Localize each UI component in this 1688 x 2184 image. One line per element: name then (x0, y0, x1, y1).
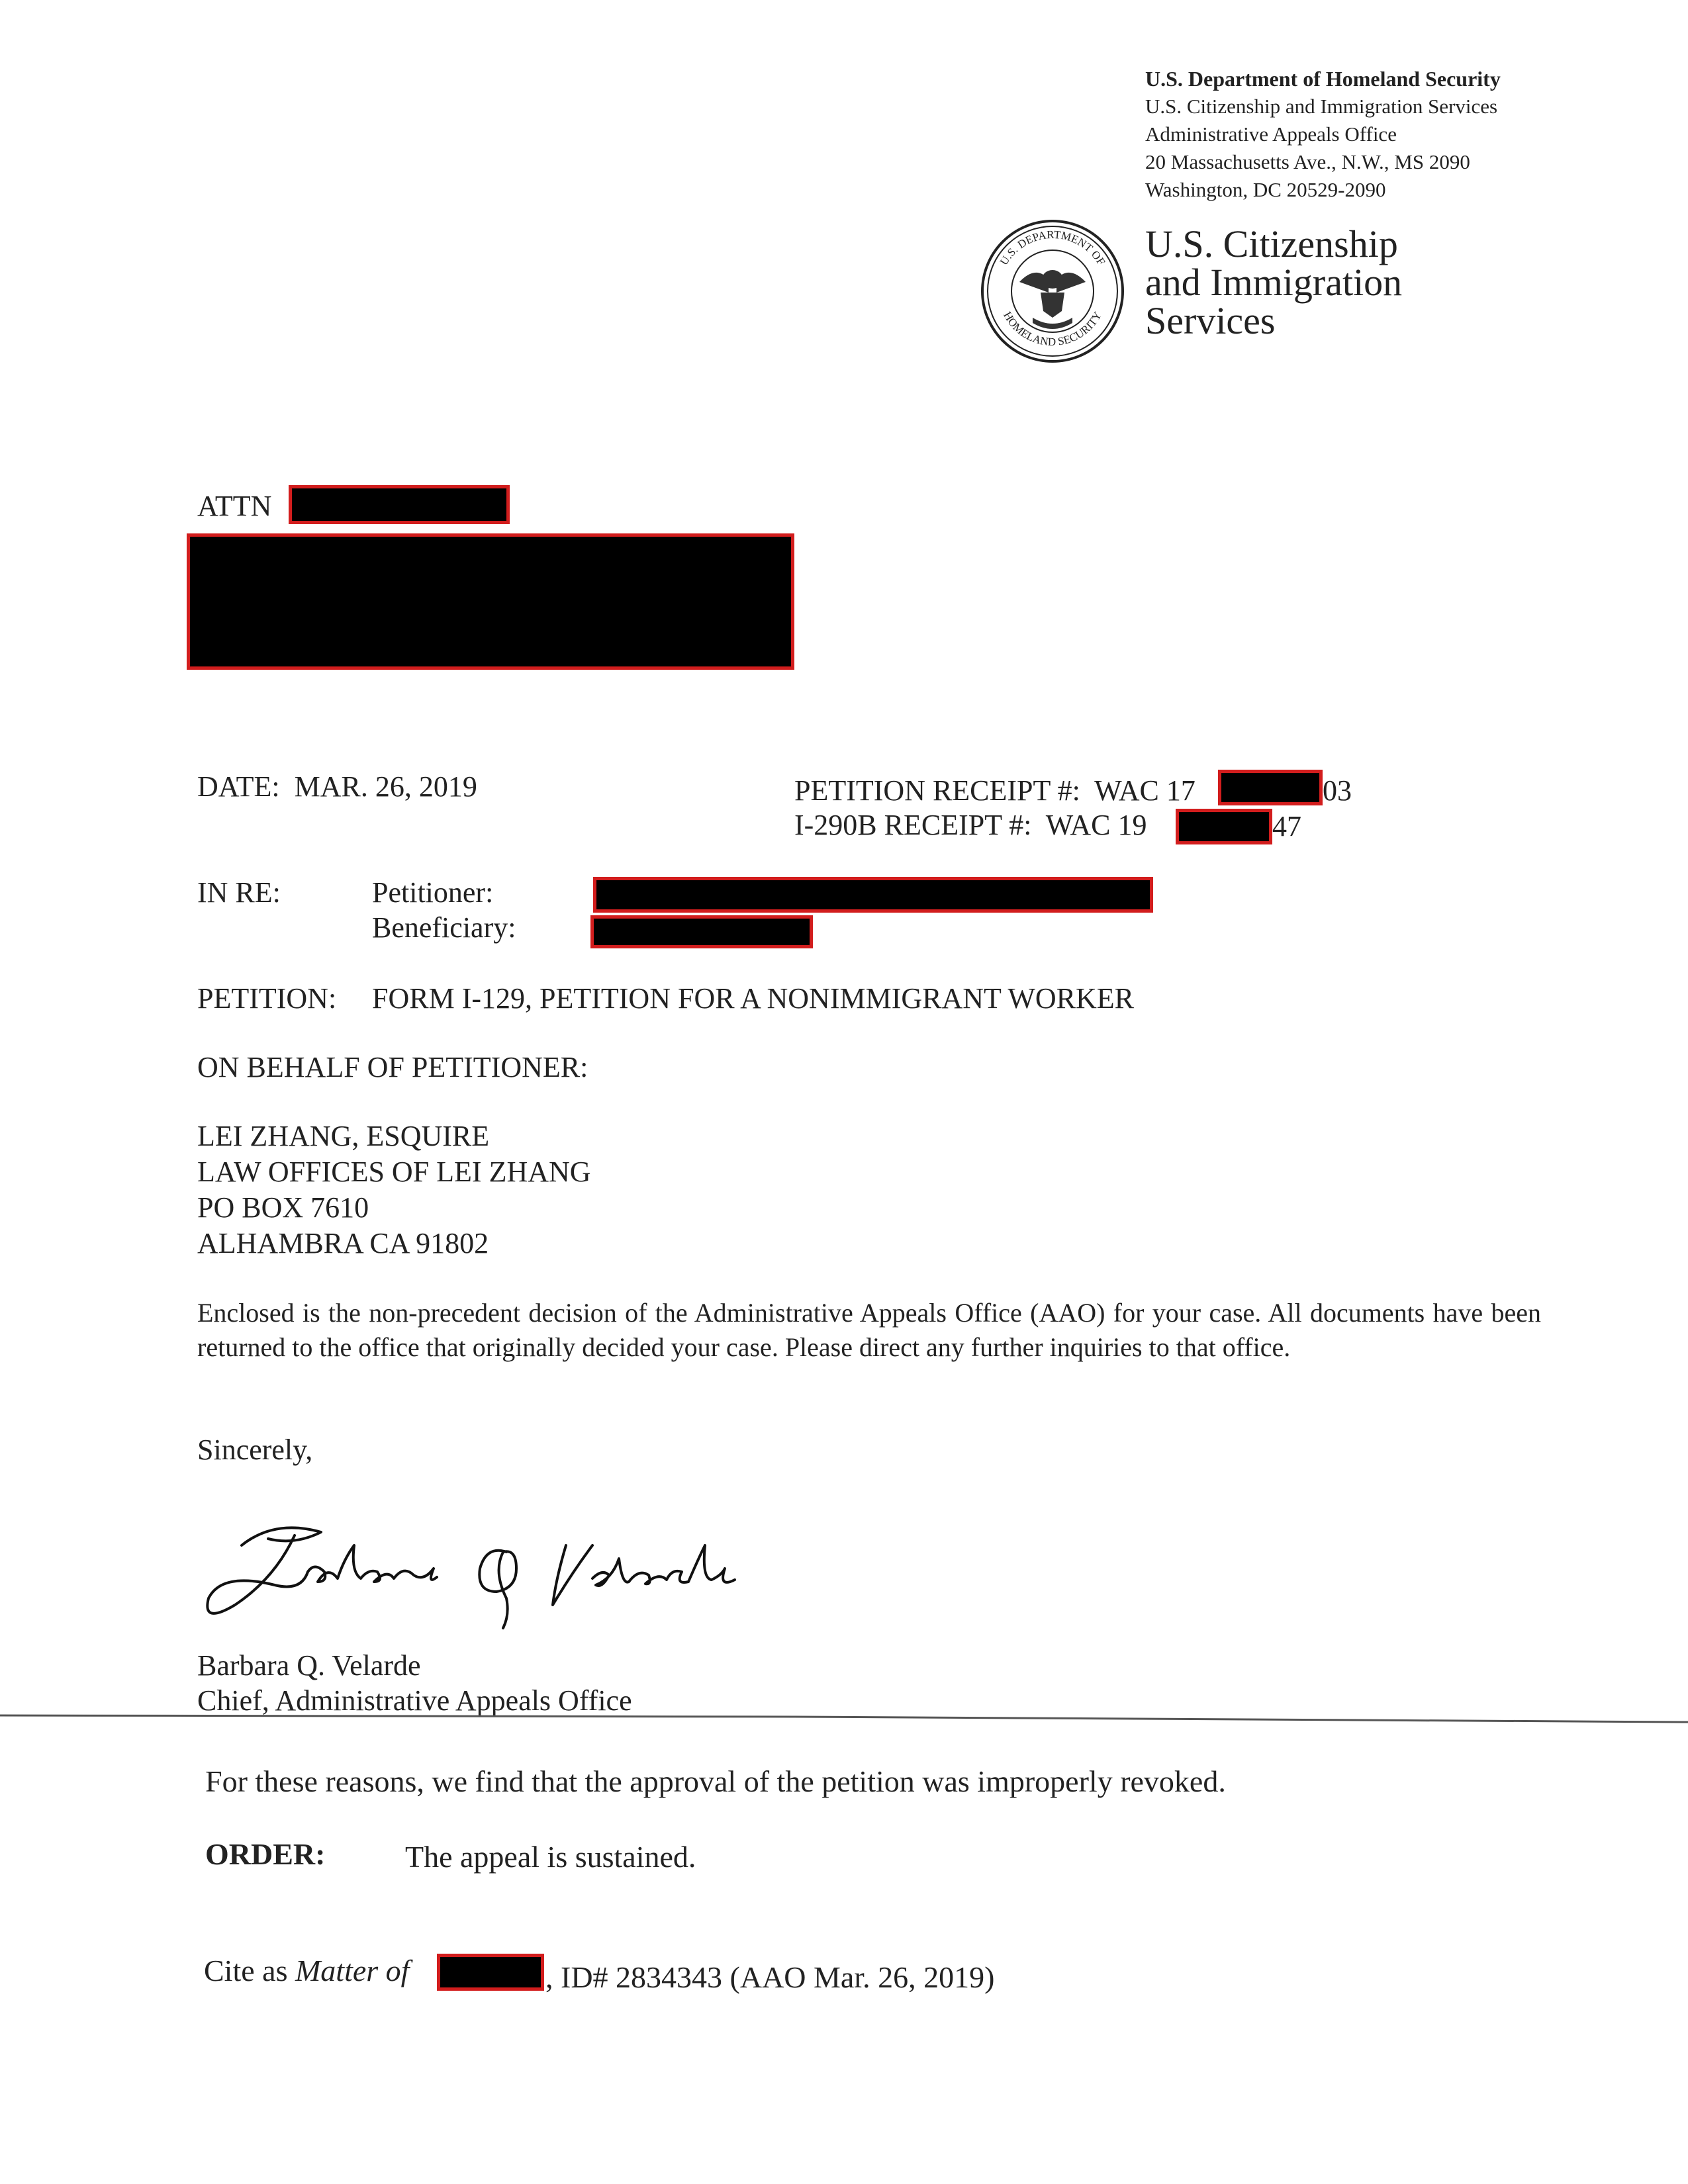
city-address: Washington, DC 20529-2090 (1145, 178, 1386, 201)
redaction-recipient-address (187, 533, 794, 670)
signatory-name: Barbara Q. Velarde (197, 1649, 421, 1682)
date-value: MAR. 26, 2019 (294, 770, 477, 803)
order-text: The appeal is sustained. (405, 1840, 696, 1874)
attorney-po-box: PO BOX 7610 (197, 1191, 369, 1224)
office-name: Administrative Appeals Office (1145, 122, 1397, 146)
closing: Sincerely, (197, 1433, 313, 1466)
wordmark-line-3: Services (1145, 299, 1276, 342)
i290b-receipt-suffix: 47 (1272, 810, 1301, 842)
redaction-i290b-receipt (1176, 809, 1272, 844)
citation-prefix (204, 1952, 409, 1989)
petition-form: FORM I-129, PETITION FOR A NONIMMIGRANT WORKER (372, 982, 1134, 1015)
department-name: U.S. Department of Homeland Security (1145, 67, 1501, 91)
attorney-city: ALHAMBRA CA 91802 (197, 1227, 489, 1259)
decision-reasons: For these reasons, we find that the approval of the petition was improperly revoked. (205, 1764, 1226, 1798)
cite-matter: Matter of (295, 1954, 410, 1987)
date-label: DATE: (197, 770, 280, 803)
redaction-petition-receipt (1218, 770, 1323, 805)
signatory-title: Chief, Administrative Appeals Office (197, 1684, 632, 1717)
redaction-matter-name (437, 1954, 544, 1991)
attorney-block (197, 1118, 591, 1261)
petition-label: PETITION: (197, 982, 337, 1015)
redaction-beneficiary (590, 915, 813, 948)
petition-receipt-suffix: 03 (1323, 774, 1352, 807)
order-label: ORDER: (205, 1837, 326, 1871)
redaction-attn-name (289, 485, 510, 524)
petition-receipt-prefix: WAC 17 (1094, 774, 1196, 807)
wordmark-line-2: and Immigration (1145, 261, 1403, 304)
handwritten-signature (195, 1506, 778, 1638)
redaction-petitioner (593, 877, 1153, 913)
agency-address-block (1145, 65, 1501, 204)
wordmark-line-1: U.S. Citizenship (1145, 222, 1398, 265)
beneficiary-label: Beneficiary: (372, 911, 516, 944)
page-fold-line (0, 1713, 1688, 1723)
attorney-name: LEI ZHANG, ESQUIRE (197, 1120, 490, 1152)
i290b-receipt-line (794, 807, 1147, 843)
attn-label: ATTN (197, 490, 272, 522)
i290b-receipt-prefix: WAC 19 (1045, 809, 1147, 841)
cite-as: Cite as (204, 1954, 288, 1987)
citation-suffix: , ID# 2834343 (AAO Mar. 26, 2019) (545, 1960, 995, 1994)
petition-receipt-line (794, 773, 1196, 809)
agency-name: U.S. Citizenship and Immigration Services (1145, 95, 1498, 118)
on-behalf-label: ON BEHALF OF PETITIONER: (197, 1051, 588, 1083)
petition-receipt-label: PETITION RECEIPT #: (794, 774, 1080, 807)
in-re-label: IN RE: (197, 876, 281, 909)
svg-text:U.S. DEPARTMENT OF: U.S. DEPARTMENT OF (997, 228, 1108, 268)
dhs-seal-icon (980, 218, 1125, 364)
date-line (197, 769, 477, 805)
uscis-wordmark (1145, 222, 1403, 342)
petitioner-label: Petitioner: (372, 876, 494, 909)
attorney-firm: LAW OFFICES OF LEI ZHANG (197, 1156, 591, 1188)
body-paragraph: Enclosed is the non-precedent decision of the Administrative Appeals Office (AAO) for your case. All documents have been returned to the office that originally decided your case. Please direct any further inquiries to that office. (197, 1298, 1541, 1362)
street-address: 20 Massachusetts Ave., N.W., MS 2090 (1145, 150, 1470, 173)
i290b-receipt-label: I-290B RECEIPT #: (794, 809, 1032, 841)
svg-text:HOMELAND SECURITY: HOMELAND SECURITY (1001, 309, 1104, 349)
